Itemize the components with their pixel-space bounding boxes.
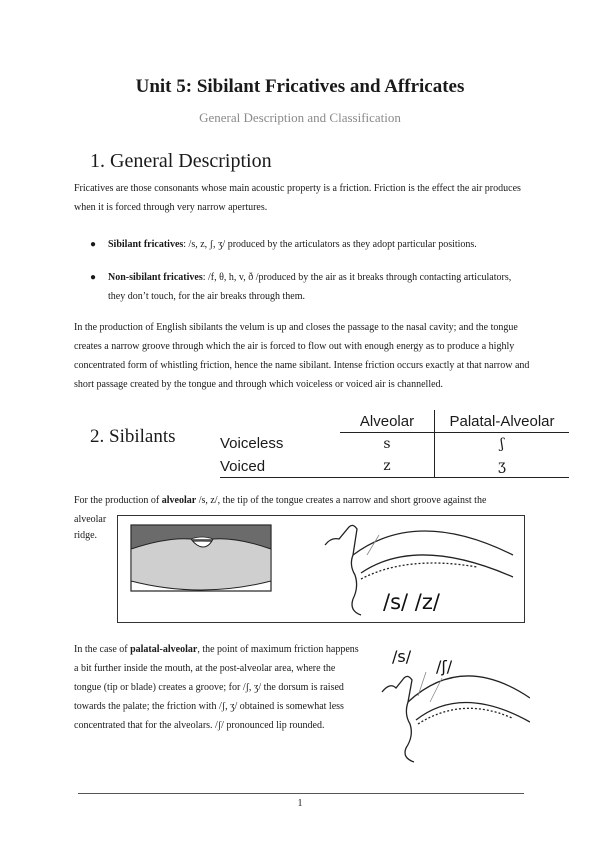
- alveolar-paragraph: [74, 491, 544, 510]
- document-title: Unit 5: Sibilant Fricatives and Affricates: [135, 76, 465, 97]
- table-cell-alveolar: z: [340, 455, 435, 478]
- table-corner: [220, 410, 340, 433]
- text-run: In the case of: [74, 644, 131, 655]
- bullet-text: [108, 235, 518, 254]
- figure1-label: /s/ /z/: [383, 590, 440, 614]
- bullet-body: : /s, z, ʃ, ʒ/ produced by the articulators as they adopt particular positions.: [183, 239, 477, 250]
- table-row-label: Voiceless: [220, 435, 284, 453]
- bullet-dot-icon: ●: [90, 239, 97, 250]
- figure2-label-sh: /ʃ/: [436, 657, 453, 676]
- text-run: For the production of: [74, 495, 162, 506]
- table-header-alveolar: Alveolar: [340, 410, 435, 433]
- bullet-label: Sibilant fricatives: [108, 239, 184, 250]
- footer-divider: [78, 793, 524, 794]
- section-heading-sibilants: 2. Sibilants: [90, 426, 176, 447]
- text-run: , the point of maximum friction happens a bit further inside the mouth, at the post-alveolar area, where the tongue (tip or blade) creates a groove; for /ʃ, ʒ/ the dorsum is raised towards the palate; the friction with /ʃ, ʒ/ obtained is somewhat less concentrated that for the alveolars. /ʃ/ pronounced lip rounded.: [74, 644, 359, 731]
- bold-term: alveolar: [161, 495, 197, 506]
- sibilant-table: [220, 410, 569, 478]
- figure2-label-s: /s/: [392, 647, 412, 666]
- alveolar-figure: [117, 515, 525, 623]
- palatal-alveolar-paragraph: [74, 640, 364, 735]
- table-row: [220, 433, 569, 456]
- palatal-alveolar-figure: [362, 632, 530, 767]
- text-run: /s, z/, the tip of the tongue creates a narrow and short groove against the: [196, 495, 487, 506]
- bullet-text: [108, 268, 518, 306]
- alveolar-paragraph-line2: alveolar: [74, 514, 107, 525]
- table-header-palatal-alveolar: Palatal-Alveolar: [435, 410, 570, 433]
- page-number: 1: [297, 798, 303, 809]
- palatal-sketch: [382, 672, 530, 762]
- table-row: [220, 455, 569, 478]
- alveolar-paragraph-line3: ridge.: [74, 530, 98, 541]
- bullet-label: Non-sibilant fricatives: [108, 272, 203, 283]
- bullet-body: : /f, θ, h, v, ð /produced by the air as it breaks through contacting articulators, they don’t touch, for the air breaks through them.: [108, 272, 512, 302]
- document-subtitle: General Description and Classification: [199, 110, 401, 125]
- sibilant-production-paragraph: In the production of English sibilants the velum is up and closes the passage to the nasal cavity; and the tongue creates a narrow groove through which the air is forced to flow out with enough energy as to produce a highly concentrated form of whistling friction, hence the name sibilant. Intense friction occurs exactly at that narrow and short passage created by the tongue and through which voiceless or voiced air is channelled.: [74, 322, 530, 390]
- table-cell-palatal: ʃ: [500, 436, 504, 452]
- tongue-groove-cross-section: [131, 525, 271, 591]
- section-heading-general-description: 1. General Description: [90, 150, 272, 172]
- intro-paragraph: Fricatives are those consonants whose main acoustic property is a friction. Friction is the effect the air produces when it is forced through very narrow apertures.: [74, 183, 521, 213]
- table-cell-palatal: ʒ: [435, 455, 570, 478]
- table-header-row: [220, 410, 569, 433]
- table-row-label: Voiced: [220, 455, 340, 478]
- bullet-dot-icon: ●: [90, 272, 97, 283]
- table-cell-alveolar: s: [340, 433, 435, 456]
- bold-term: palatal-alveolar: [130, 644, 198, 655]
